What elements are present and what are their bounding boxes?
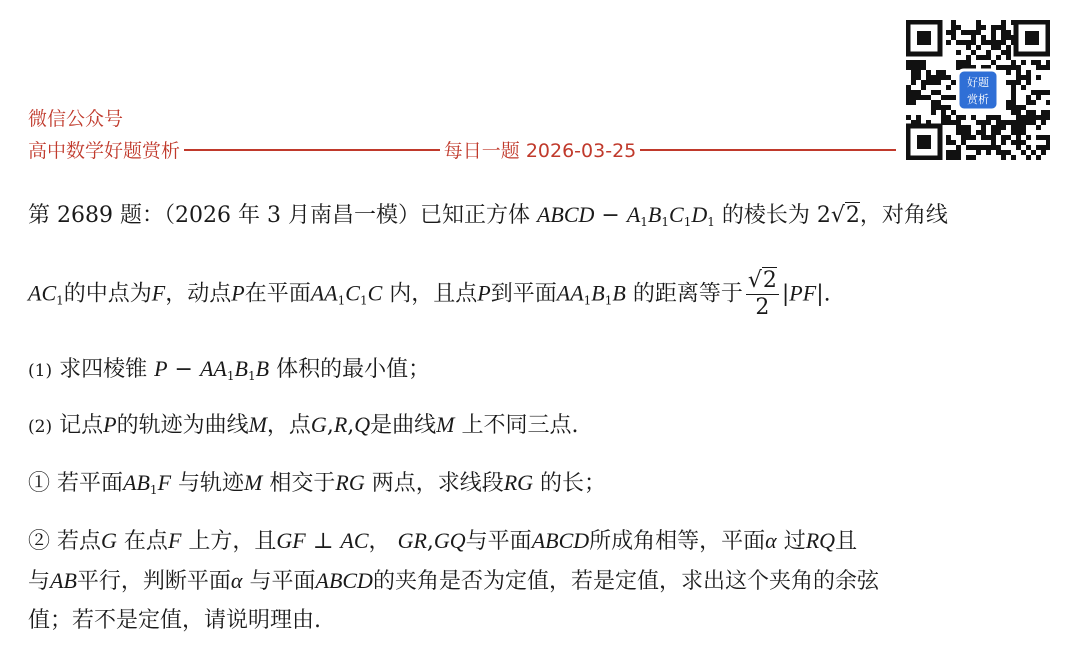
daily-problem-date: 每日一题 2026-03-25 [443,140,637,162]
sub-2-text-7: 过 [783,529,806,554]
qr-badge-text-1: 好题 [967,76,989,89]
sub-1-text-3: 相交于 [269,471,336,496]
condition-text-4: 内，且点 [389,281,478,307]
part-2: (2) 记点P的轨迹为曲线M，点G,R,Q是曲线M 上不同三点. [28,412,579,438]
condition-text-5: 到平面 [490,281,557,307]
condition-text-6: 的距离等于 [632,281,743,307]
sub-2-text-6: 所成角相等，平面 [589,529,766,554]
header-bar [28,136,900,163]
qr-code-icon [906,20,1050,160]
sub-question-2: ② 若点G 在点F 上方，且GF ⊥ AC， GR,GQ与平面ABCD所成角相等，平面α 过RQ且 [28,528,858,554]
sqrt2-over-2: $\frac{√2}{2}$ [747,268,777,320]
header-rule-left [184,149,440,151]
intro-text-3: ，对角线 [859,203,948,228]
sub-2-text-13: 值；若不是定值，请说明理由. [28,608,321,633]
condition-text-1: 的中点为 [63,281,152,307]
sub-1-text-5: 的长； [540,471,607,496]
part-2-text-4: 是曲线 [370,413,437,438]
part-2-number: (2) [28,417,53,437]
account-name: 高中数学好题赏析 [28,140,181,162]
circled-1: ① [28,471,51,496]
part-1-text: 求四棱锥 [59,357,148,382]
sub-question-2-line-3 [28,606,321,636]
part-2-text-2: 的轨迹为曲线 [116,413,249,438]
part-1: (1) 求四棱锥 $P - AA_1B_1B$ 体积的最小值； [28,356,431,383]
sub-2-text-10: 平行，判断平面 [76,569,231,594]
qr-badge-text-2: 赏析 [967,93,989,106]
condition-text-3: 在平面 [244,281,311,307]
sub-2-text-3: 上方，且 [188,529,277,554]
circled-2: ② [28,529,51,554]
sub-2-text: 若点 [57,529,102,554]
sub-2-text-5: 与平面 [465,529,532,554]
sub-2-text-9: 与 [28,569,51,594]
sub-2-text-12: 的夹角是否为定值，若是定值，求出这个夹角的余弦 [372,569,879,594]
part-1-number: (1) [28,361,53,381]
part-2-text-5: 上不同三点. [461,413,579,438]
problem-condition-line: $AC_1$的中点为F，动点P在平面$AA_1C_1C$ 内，且点P到平面$AA_1B_1B$ 的距离等于 $\frac{√2}{2}$ |PF|. [28,268,831,320]
sub-2-text-2: 在点 [123,529,168,554]
intro-text-2: 的棱长为 [721,203,810,228]
sub-question-2-line-2: 与AB平行，判断平面α 与平面ABCD的夹角是否为定值，若是定值，求出这个夹角的余弦 [28,568,879,594]
sub-1-text-4: 两点，求线段 [371,471,504,496]
part-2-text-3: ，点 [266,413,311,438]
sub-1-text-2: 与轨迹 [178,471,245,496]
part-1-text-2: 体积的最小值； [276,357,431,382]
sub-2-text-4: ， [368,529,391,554]
sub-1-text: 若平面 [57,471,124,496]
header-rule-right [640,149,896,151]
sub-2-text-8: 且 [835,529,858,554]
problem-intro-line: 第 2689 题：（2026 年 3 月南昌一模）已知正方体 ABCD − $A_1B_1C_1D_1$ 的棱长为 2√2，对角线 [28,202,948,229]
account-label: 微信公众号 [28,108,124,130]
sub-question-1: ① 若平面$AB_1F$ 与轨迹M 相交于RG 两点，求线段RG 的长； [28,470,607,497]
condition-text-2: ，动点 [165,281,232,307]
part-2-text: 记点 [59,413,104,438]
sub-2-text-11: 与平面 [249,569,316,594]
intro-text: 第 2689 题：（2026 年 3 月南昌一模）已知正方体 [28,203,530,228]
